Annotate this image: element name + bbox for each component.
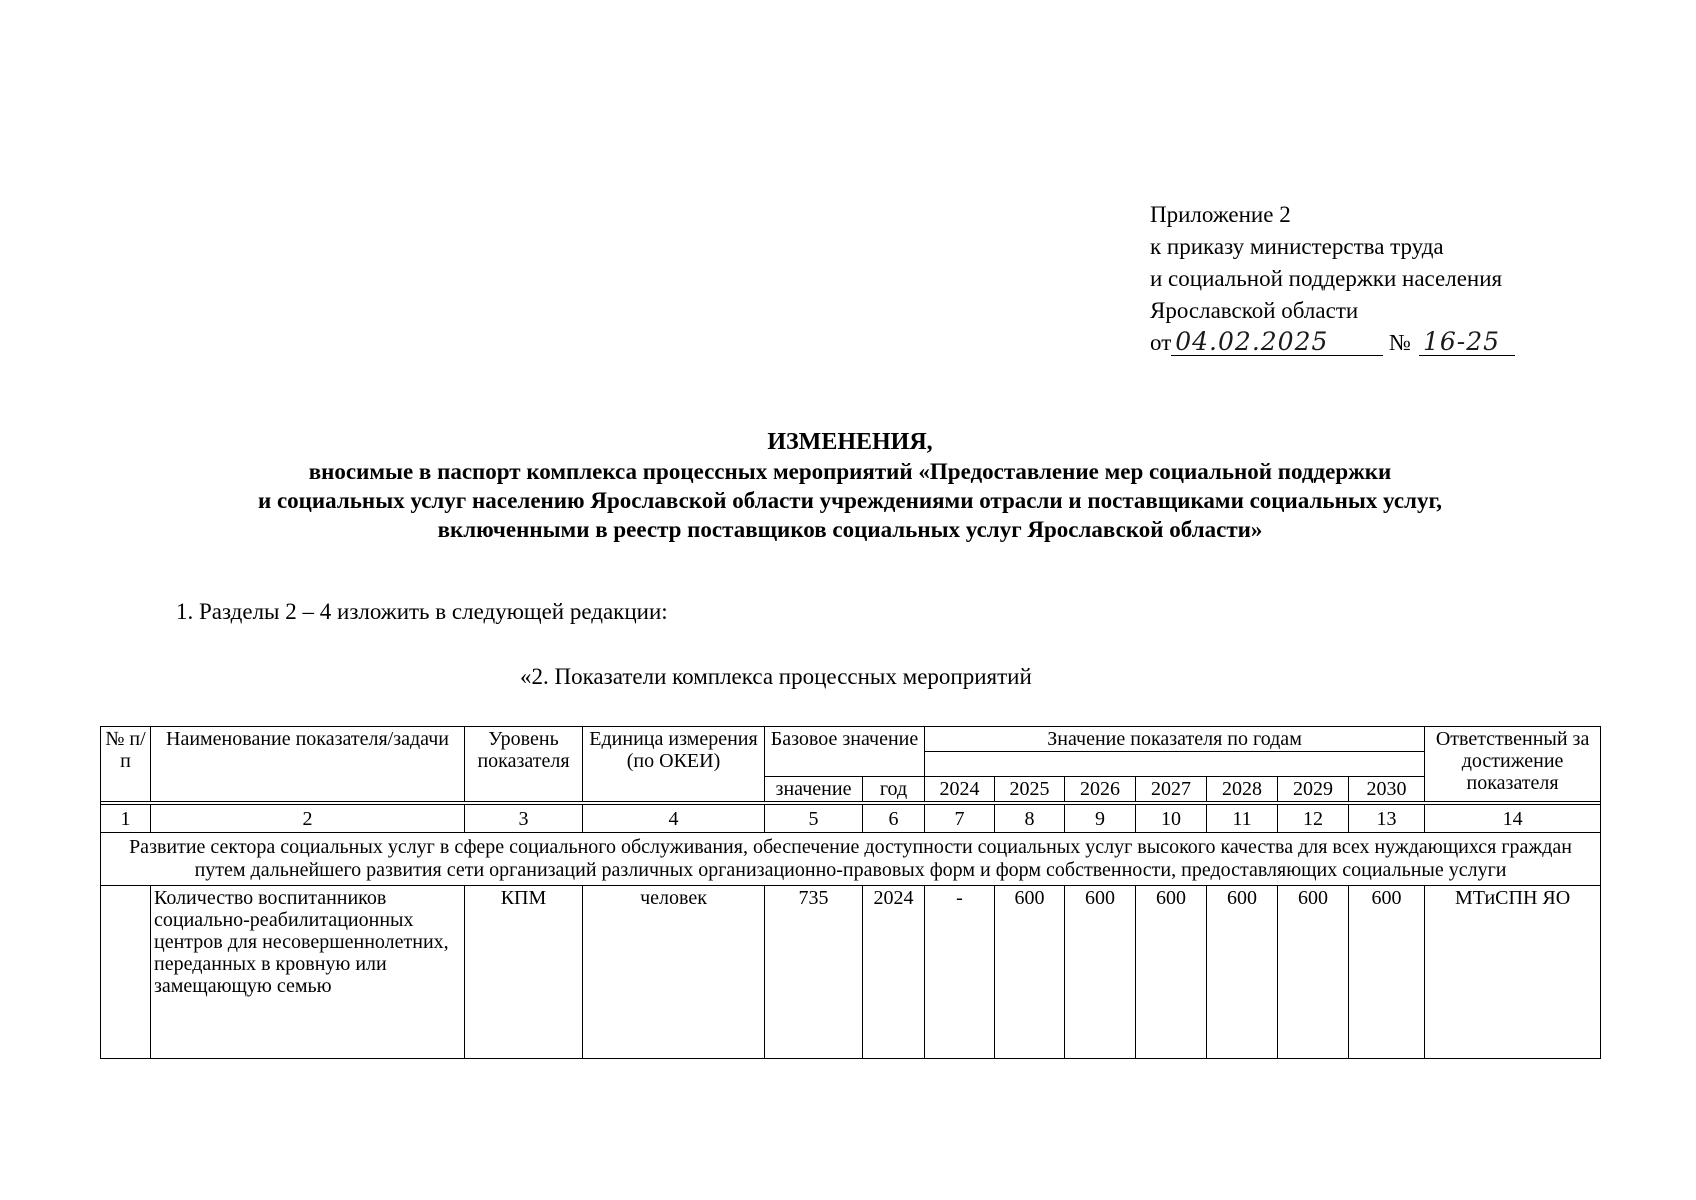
column-number: 12 [1278, 805, 1349, 833]
column-number: 3 [465, 805, 583, 833]
appendix-line-1: Приложение 2 [1150, 202, 1291, 227]
header-by-years: Значение показателя по годам [925, 727, 1425, 752]
column-number: 7 [925, 805, 995, 833]
header-year-2025: 2025 [995, 777, 1065, 802]
row-name: Количество воспитанников социально-реабилитационных центров для несовершеннолетних, переданных в кровную или замещающую семью [151, 886, 465, 1059]
header-year-2024: 2024 [925, 777, 995, 802]
date-prefix: от [1150, 330, 1172, 355]
appendix-block [1150, 199, 1515, 359]
header-year-2026: 2026 [1065, 777, 1136, 802]
title-line-1: вносимые в паспорт комплекса процессных мероприятий «Предоставление мер социальной поддержки [308, 459, 1392, 484]
column-number: 9 [1065, 805, 1136, 833]
header-base-value: значение [765, 777, 863, 802]
column-numbers-row [101, 805, 1601, 833]
section-heading: «2. Показатели комплекса процессных мероприятий [520, 664, 1032, 689]
goal-text: Развитие сектора социальных услуг в сфере социального обслуживания, обеспечение доступности социальных услуг высокого качества для всех нуждающихся граждан путем дальнейшего развития сети организаций различных организационно-правовых форм и форм собственности, предоставляющих социальные услуги [101, 833, 1601, 886]
header-base: Базовое значение [765, 727, 925, 777]
title-line-3: включенными в реестр поставщиков социальных услуг Ярославской области» [437, 517, 1263, 542]
column-number: 1 [101, 805, 151, 833]
paragraph-1: 1. Разделы 2 – 4 изложить в следующей редакции: [176, 599, 668, 624]
header-name: Наименование показателя/задачи [151, 727, 465, 802]
row-responsible: МТиСПН ЯО [1425, 886, 1601, 1059]
indicators-table [100, 726, 1601, 1059]
document-title [80, 428, 1620, 544]
header-year-2029: 2029 [1278, 777, 1349, 802]
header-unit: Единица измерения (по ОКЕИ) [583, 727, 765, 802]
row-value-2026: 600 [1065, 886, 1136, 1059]
column-number: 2 [151, 805, 465, 833]
goal-row [101, 833, 1601, 886]
appendix-sign-line [1150, 327, 1515, 359]
number-prefix: № [1389, 330, 1411, 355]
header-year-2028: 2028 [1207, 777, 1278, 802]
title-main: ИЗМЕНЕНИЯ, [767, 429, 933, 455]
row-value-2027: 600 [1136, 886, 1207, 1059]
row-level: КПМ [465, 886, 583, 1059]
column-number: 11 [1207, 805, 1278, 833]
column-number: 4 [583, 805, 765, 833]
column-number: 13 [1349, 805, 1425, 833]
header-row-1 [101, 727, 1601, 752]
table-row [101, 886, 1601, 1059]
column-number: 5 [765, 805, 863, 833]
title-line-2: и социальных услуг населению Ярославской области учреждениями отрасли и поставщиками социальных услуг, [257, 488, 1443, 513]
header-no: № п/п [101, 727, 151, 802]
header-level: Уровень показателя [465, 727, 583, 802]
row-value-2028: 600 [1207, 886, 1278, 1059]
header-year-2027: 2027 [1136, 777, 1207, 802]
handwritten-number: 16-25 [1419, 329, 1515, 356]
column-number: 14 [1425, 805, 1601, 833]
header-base-year: год [863, 777, 925, 802]
column-number: 8 [995, 805, 1065, 833]
appendix-line-2: к приказу министерства труда [1150, 234, 1444, 259]
row-value-2025: 600 [995, 886, 1065, 1059]
column-number: 10 [1136, 805, 1207, 833]
row-value-2024: - [925, 886, 995, 1059]
row-no [101, 886, 151, 1059]
header-year-2030: 2030 [1349, 777, 1425, 802]
header-years-spacer [925, 752, 1425, 777]
appendix-line-4: Ярославской области [1150, 298, 1359, 323]
row-base-year: 2024 [863, 886, 925, 1059]
row-value-2030: 600 [1349, 886, 1425, 1059]
row-unit: человек [583, 886, 765, 1059]
handwritten-date: 04.02.2025 [1171, 329, 1383, 356]
column-number: 6 [863, 805, 925, 833]
row-value-2029: 600 [1278, 886, 1349, 1059]
appendix-line-3: и социальной поддержки населения [1150, 266, 1503, 291]
row-base-value: 735 [765, 886, 863, 1059]
header-responsible: Ответственный за достижение показателя [1425, 727, 1601, 802]
